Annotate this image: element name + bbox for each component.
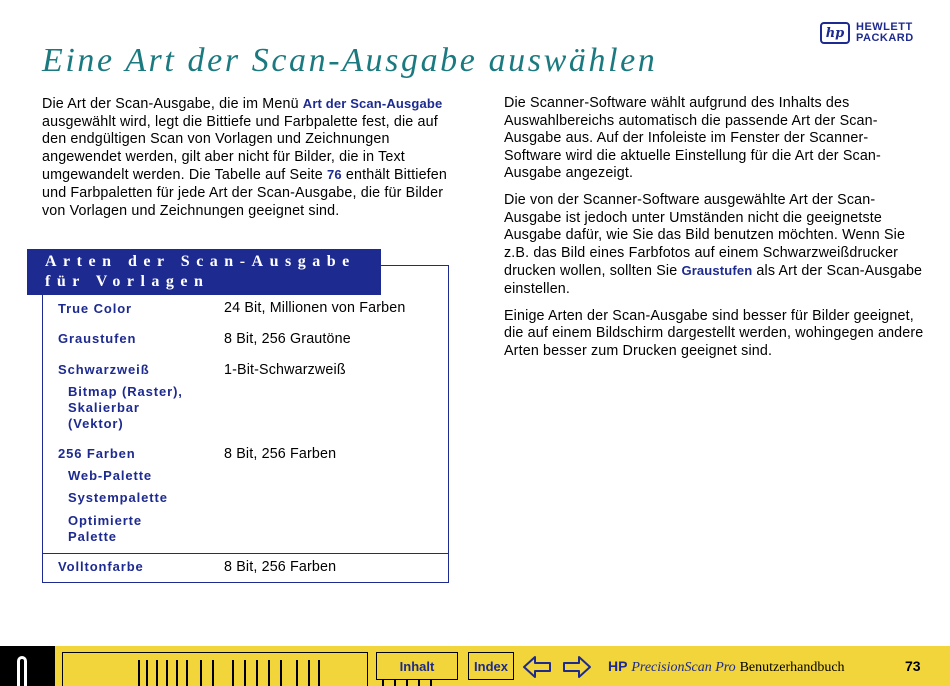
page-76-link[interactable]: 76 <box>327 167 342 183</box>
scan-output-menu-link[interactable]: Art der Scan-Ausgabe <box>302 96 443 111</box>
footer-frame <box>62 652 368 686</box>
graustufen-link[interactable]: Graustufen <box>681 263 753 279</box>
right-paragraph-2 <box>504 192 924 299</box>
row-label-256-farben: 256 Farben <box>58 446 136 461</box>
barcode-mark <box>280 660 282 686</box>
footer-product-title <box>608 658 845 676</box>
row-label-graustufen: Graustufen <box>58 331 137 346</box>
row-sub-skalierbar: Skalierbar <box>68 400 140 415</box>
barcode-mark <box>318 660 320 686</box>
left-p1-text-a: Die Art der Scan-Ausgabe, die im Menü <box>42 96 303 112</box>
barcode-mark <box>268 660 270 686</box>
barcode-mark <box>200 660 202 686</box>
table-divider <box>43 553 448 554</box>
row-value-256-farben: 8 Bit, 256 Farben <box>224 446 337 462</box>
page-number: 73 <box>905 658 921 674</box>
table-header-line-1: Arten der Scan-Ausgabe <box>45 253 356 270</box>
logo-line-1: HEWLETT <box>856 21 913 33</box>
row-value-schwarzweiss: 1-Bit-Schwarzweiß <box>224 362 346 378</box>
footer-black-block <box>0 646 55 686</box>
barcode-mark <box>244 660 246 686</box>
logo-line-2: PACKARD <box>856 32 914 44</box>
row-sub-bitmap: Bitmap (Raster), <box>68 384 183 399</box>
barcode-mark <box>308 660 310 686</box>
hp-logo <box>820 22 914 44</box>
index-button[interactable]: Index <box>468 652 514 680</box>
hp-logo-text <box>856 22 914 44</box>
barcode-mark <box>212 660 214 686</box>
row-value-volltonfarbe: 8 Bit, 256 Farben <box>224 559 337 575</box>
barcode-mark <box>232 660 234 686</box>
row-sub-palette: Palette <box>68 529 117 544</box>
footer-hp: HP <box>608 658 628 674</box>
barcode-mark <box>166 660 168 686</box>
hp-logo-mark: hp <box>820 22 850 44</box>
barcode-mark <box>138 660 140 686</box>
barcode-mark <box>156 660 158 686</box>
left-paragraph-1 <box>42 95 462 220</box>
table-header <box>27 249 381 295</box>
right-paragraph-3: Einige Arten der Scan-Ausgabe sind besser für Bilder geeignet, die auf einem Bildschirm dargestellt werden, wohingegen andere Arten besser zum Drucken geeignet sind. <box>504 307 924 359</box>
forward-arrow-icon[interactable] <box>562 654 592 680</box>
right-p2-text-a: Die von der Scanner-Software ausgewählte Art der Scan-Ausgabe ist jedoch unter Umständen nicht die geeignetste Ausgabe dafür, wie Sie das Bild benutzen möchten. Wenn Sie z.B. das Bild eines Farbfotos auf einem Schwarzweißdrucker drucken wollen, sollten Sie <box>504 191 906 280</box>
back-arrow-icon[interactable] <box>522 654 552 680</box>
barcode-mark <box>186 660 188 686</box>
right-p2-text-b: als Art der Scan-Ausgabe einstellen. <box>504 263 923 297</box>
table-header-line-2: für Vorlagen <box>45 273 210 290</box>
row-value-graustufen: 8 Bit, 256 Grautöne <box>224 331 351 347</box>
left-p1-text-c: enthält Bittiefen und Farbpaletten für jede Art der Scan-Ausgabe, die für Bilder von Vorlagen und Zeichnungen geeignet sind. <box>42 167 447 219</box>
barcode-mark <box>296 660 298 686</box>
row-label-true-color: True Color <box>58 301 133 316</box>
footer-glyph-icon <box>17 656 27 686</box>
row-sub-optimierte: Optimierte <box>68 513 143 528</box>
row-label-schwarzweiss: Schwarzweiß <box>58 362 150 377</box>
inhalt-button[interactable]: Inhalt <box>376 652 458 680</box>
row-sub-web-palette: Web-Palette <box>68 468 153 483</box>
barcode-mark <box>256 660 258 686</box>
page-title: Eine Art der Scan-Ausgabe auswählen <box>42 42 658 79</box>
left-p1-text-b: ausgewählt wird, legt die Bittiefe und Farbpalette fest, die auf den endgültigen Scan von Vorlagen und Zeichnungen angewendet werden, gilt aber nicht für Bilder, die in Text umgewandelt werden. Die Tabelle auf Seite <box>42 113 438 184</box>
barcode-mark <box>176 660 178 686</box>
row-sub-systempalette: Systempalette <box>68 490 168 505</box>
footer-book: Benutzerhandbuch <box>739 660 845 675</box>
right-paragraph-1: Die Scanner-Software wählt aufgrund des Inhalts des Auswahlbereichs automatisch die passende Art der Scan-Ausgabe aus. Auf der Infoleiste im Fenster der Scanner-Software wird die aktuelle Einstellung für die Art der Scan-Ausgabe angezeigt. <box>504 95 881 182</box>
right-column <box>504 95 924 369</box>
barcode-mark <box>146 660 148 686</box>
row-label-volltonfarbe: Volltonfarbe <box>58 559 144 574</box>
row-value-true-color: 24 Bit, Millionen von Farben <box>224 300 406 316</box>
left-column <box>42 95 462 229</box>
row-sub-vektor: (Vektor) <box>68 416 124 431</box>
footer-product: PrecisionScan Pro <box>631 660 736 675</box>
